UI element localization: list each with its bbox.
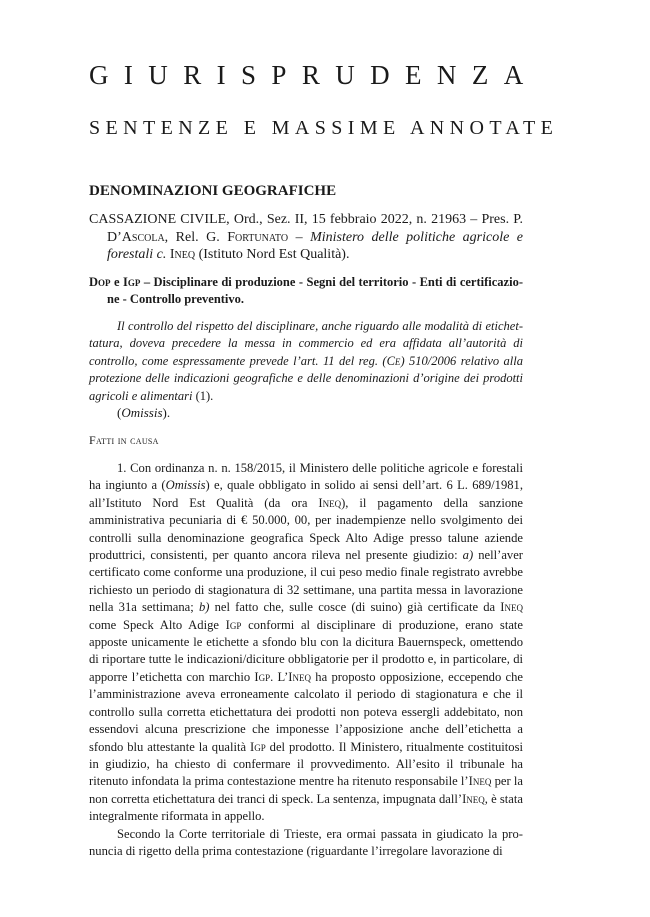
case-dash: – — [288, 229, 311, 245]
p1-italic: Omissis — [165, 478, 206, 493]
topic-keywords — [89, 274, 523, 308]
p1-text: 1. Con ordinanza n. n. 158/2015, il Ministero delle politiche agricole e forestali ha ingiunto a ( — [89, 461, 523, 493]
p1-text: ) e, quale obbligato in solido ai sensi dell’art. 6 L. 689/1981, all’Istituto Nord Est Qualità (da ora — [89, 478, 523, 510]
p1-text: come Speck Alto Adige — [89, 617, 226, 632]
p1-text: , è stata integralmente riformata in appello. — [89, 791, 523, 824]
p1-igp: Igp — [254, 669, 271, 684]
p1-text: nel fatto che, sulle cosce (di suino) già certificate da — [209, 600, 501, 615]
p1-text: conformi al disciplinare di produzione, erano state apposte unicamente le etichette a sfondo blu con la dicitura Bauernspeck, omettendo di riportare tutte le indicazioni/diciture obbligatorie per il prodotto e, in particolare, di apporre l’etichetta con marchio — [89, 617, 523, 684]
p1-ineq: Ineq — [288, 669, 311, 684]
omissis-open: ( — [117, 405, 122, 420]
p1-italic: a) — [462, 548, 474, 563]
omissis-word: Omissis — [121, 405, 163, 420]
p1-text: ), il pagamento della sanzione amministrativa pecuniaria di € 50.000, 00, per inadempienze nello svolgimento dei controlli sulla denominazione geografica Speck Alto Adige presso talune aziende produttrici, consistenti, per quanto ancora rileva nel presente giudizio: — [89, 495, 523, 563]
paragraph-1 — [89, 460, 523, 826]
maxim-part1: Il controllo del rispetto del disciplinare, anche riguardo alle modalità di etichettatura, doveva precedere la messa in commercio ed era affidata all’autorità di controllo, come espressamente prevede l’art. 11 del reg. ( — [89, 319, 523, 368]
journal-subtitle: SENTENZE E MASSIME ANNOTATE — [89, 117, 559, 139]
p1-text: . L’ — [270, 669, 289, 684]
case-reference — [89, 211, 523, 264]
topic-dop: Dop — [89, 275, 111, 289]
facts-body — [89, 460, 523, 860]
topic-e: e — [110, 275, 123, 289]
p1-ineq: Ineq — [468, 774, 492, 789]
respondent-full: (Istituto Nord Est Qualità). — [195, 247, 350, 262]
omissis-close: ). — [162, 405, 171, 420]
section-heading: DENOMINAZIONI GEOGRAFICHE — [89, 183, 337, 199]
facts-heading: Fatti in causa — [89, 433, 159, 447]
p1-ineq: Ineq — [462, 791, 485, 806]
omissis-line — [117, 404, 170, 421]
topic-rest: – Disciplinare di produzione - Segni del territorio - Enti di certificazione - Controllo preventivo. — [107, 275, 523, 306]
rel-prefix: , Rel. G. — [164, 229, 228, 245]
maxim-note-ref: (1). — [192, 388, 214, 403]
p1-italic: b) — [198, 600, 210, 615]
p1-ineq: Ineq — [500, 600, 523, 615]
legal-maxim — [89, 318, 523, 405]
maxim-ce: Ce — [386, 353, 401, 368]
paragraph-2: Secondo la Corte territoriale di Trieste, era ormai passata in giudicato la pronuncia di rigetto della prima contestazione (riguardante l’irregolare lavorazione di — [89, 826, 523, 858]
case-court: CASSAZIONE CIVILE, Ord., Sez. II, 15 febbraio 2022, n. 21963 – Pres. P. — [89, 212, 523, 227]
respondent-acronym: Ineq — [169, 247, 196, 262]
p1-igp: Igp — [225, 617, 242, 632]
rapporteur-name: Fortunato — [227, 229, 289, 245]
journal-title: GIURISPRUDENZA — [89, 60, 539, 90]
p1-text: del prodotto. Il Ministero, ritualmente costituitosi in giudizio, ha chiesto di confermare il provvedimento. All’esito il tribunale ha ritenuto infondata la prima contestazione mentre ha ritenuto responsabile l’ — [89, 739, 523, 789]
president-name: D’Ascola — [107, 229, 165, 245]
case-parties: Ministero delle politiche agricole e forestali c. — [107, 229, 524, 262]
p1-igp: Igp — [250, 739, 266, 754]
p1-text: per la non corretta etichettatura dei tranci di speck. La sentenza, impugnata dall’ — [89, 774, 523, 806]
p1-text: nell’aver certificato come conforme una produzione, il cui peso medio finale registrato avrebbe richiesto un periodo di stagionatura di 32 settimane, una partita messa in lavorazione nella 31a settimana; — [89, 548, 523, 615]
p1-text: ha proposto opposizione, eccependo che l’amministrazione aveva erroneamente calcolato il periodo di stagionatura e che il controllo sulla corretta etichettatura dei prodotti non poteva essergli addebitato, non essendovi alcuna prescrizione che imponesse l’apposizione anche dell’etichetta a sfondo blu attestante la qualità — [89, 669, 524, 754]
topic-igp: Igp — [123, 275, 141, 289]
p1-ineq: Ineq — [318, 495, 342, 510]
maxim-part2: ) 510/2006 relativo alla protezione delle indicazioni geografiche e delle denominazioni d’origine dei prodotti agricoli e alimentari — [89, 353, 524, 403]
